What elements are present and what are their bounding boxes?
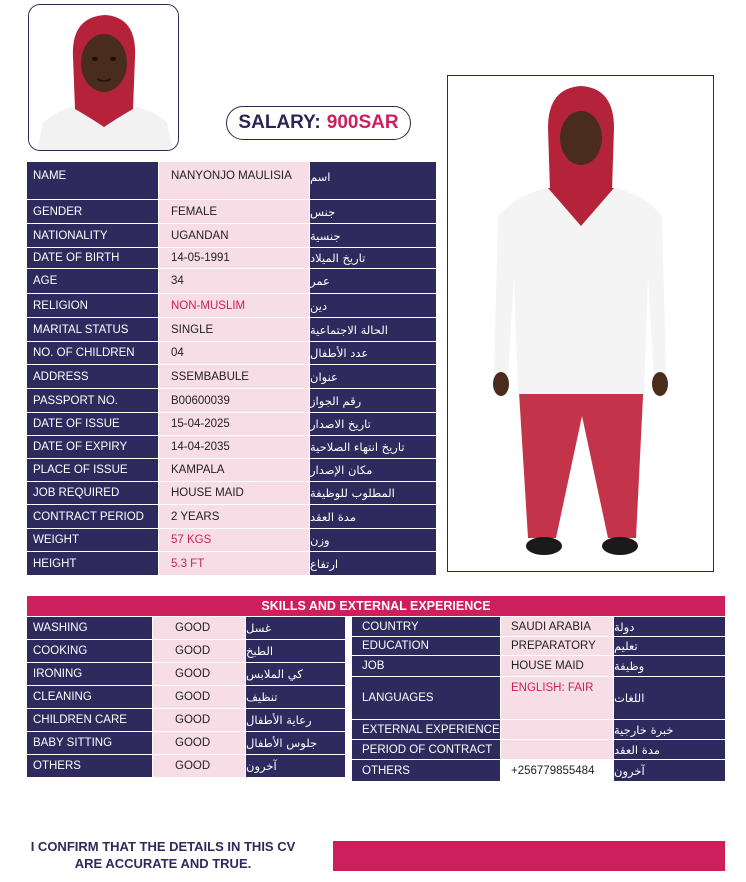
skill-row: [27, 617, 345, 640]
experience-label-arabic: خبرة خارجية: [614, 720, 725, 739]
info-label-arabic: عدد الأطفال: [310, 342, 436, 364]
experience-label-arabic: وظيفة: [614, 656, 725, 676]
info-value: 5.3 FT: [158, 552, 310, 575]
info-label: HEIGHT: [27, 552, 158, 575]
experience-value: PREPARATORY: [500, 637, 614, 655]
info-value: UGANDAN: [158, 224, 310, 247]
info-row: [27, 162, 436, 200]
info-label-arabic: جنسية: [310, 224, 436, 247]
info-row: [27, 505, 436, 529]
skill-label: WASHING: [27, 617, 152, 639]
info-row: [27, 436, 436, 459]
skill-level: GOOD: [152, 617, 246, 639]
info-value: HOUSE MAID: [158, 482, 310, 504]
experience-value: +256779855484: [500, 760, 614, 781]
info-row: [27, 389, 436, 413]
skill-label-arabic: الطبخ: [246, 640, 345, 662]
full-body-illustration: [448, 76, 712, 570]
experience-label: LANGUAGES: [352, 677, 500, 719]
info-label-arabic: الحالة الاجتماعية: [310, 318, 436, 341]
info-label: MARITAL STATUS: [27, 318, 158, 341]
experience-label: JOB: [352, 656, 500, 676]
info-label-arabic: دين: [310, 294, 436, 317]
experience-table: [352, 617, 725, 782]
info-value: 04: [158, 342, 310, 364]
skill-level: GOOD: [152, 686, 246, 708]
info-label: NO. OF CHILDREN: [27, 342, 158, 364]
experience-label: EDUCATION: [352, 637, 500, 655]
info-value: 15-04-2025: [158, 413, 310, 435]
skill-label: OTHERS: [27, 755, 152, 777]
info-value: NANYONJO MAULISIA: [158, 162, 310, 199]
info-label-arabic: ارتفاع: [310, 552, 436, 575]
salary-badge: [226, 106, 411, 140]
skill-label-arabic: غسل: [246, 617, 345, 639]
info-row: [27, 294, 436, 318]
info-value: NON-MUSLIM: [158, 294, 310, 317]
info-label-arabic: المطلوب للوظيفة: [310, 482, 436, 504]
experience-label-arabic: اللغات: [614, 677, 725, 719]
info-label-arabic: جنس: [310, 200, 436, 223]
experience-row: [352, 740, 725, 760]
experience-label: PERIOD OF CONTRACT: [352, 740, 500, 759]
skill-row: [27, 663, 345, 686]
info-row: [27, 365, 436, 389]
info-label: DATE OF BIRTH: [27, 248, 158, 268]
info-label: NATIONALITY: [27, 224, 158, 247]
info-value: SSEMBABULE: [158, 365, 310, 388]
info-value: FEMALE: [158, 200, 310, 223]
info-row: [27, 269, 436, 294]
info-value: B00600039: [158, 389, 310, 412]
info-value: 2 YEARS: [158, 505, 310, 528]
skill-row: [27, 732, 345, 755]
info-label: RELIGION: [27, 294, 158, 317]
experience-label: COUNTRY: [352, 617, 500, 636]
info-label: WEIGHT: [27, 529, 158, 551]
info-row: [27, 482, 436, 505]
info-row: [27, 318, 436, 342]
experience-row: [352, 677, 725, 720]
skill-label-arabic: جلوس الأطفال: [246, 732, 345, 754]
skill-label-arabic: كي الملابس: [246, 663, 345, 685]
info-row: [27, 413, 436, 436]
info-row: [27, 459, 436, 482]
skills-section-header: SKILLS AND EXTERNAL EXPERIENCE: [27, 596, 725, 616]
info-label-arabic: تاريخ انتهاء الصلاحية: [310, 436, 436, 458]
experience-label-arabic: دولة: [614, 617, 725, 636]
info-row: [27, 552, 436, 576]
skill-label-arabic: آخرون: [246, 755, 345, 777]
skill-label-arabic: رعاية الأطفال: [246, 709, 345, 731]
experience-row: [352, 656, 725, 677]
experience-row: [352, 760, 725, 782]
signature-bar: [333, 841, 725, 871]
info-label: JOB REQUIRED: [27, 482, 158, 504]
info-value: SINGLE: [158, 318, 310, 341]
info-label: GENDER: [27, 200, 158, 223]
skill-row: [27, 686, 345, 709]
full-body-photo: [447, 75, 714, 572]
info-label-arabic: اسم: [310, 162, 436, 199]
skills-table: [27, 617, 345, 778]
info-value: KAMPALA: [158, 459, 310, 481]
skill-level: GOOD: [152, 732, 246, 754]
skill-label: CHILDREN CARE: [27, 709, 152, 731]
skill-level: GOOD: [152, 709, 246, 731]
info-label: DATE OF EXPIRY: [27, 436, 158, 458]
info-label-arabic: عمر: [310, 269, 436, 293]
info-label-arabic: مدة العقد: [310, 505, 436, 528]
info-row: [27, 248, 436, 269]
experience-label: EXTERNAL EXPERIENCE: [352, 720, 500, 739]
experience-label-arabic: تعليم: [614, 637, 725, 655]
info-value: 57 KGS: [158, 529, 310, 551]
info-row: [27, 342, 436, 365]
skill-row: [27, 755, 345, 778]
skill-level: GOOD: [152, 755, 246, 777]
info-label: PASSPORT NO.: [27, 389, 158, 412]
info-label-arabic: رقم الجواز: [310, 389, 436, 412]
info-label-arabic: عنوان: [310, 365, 436, 388]
experience-row: [352, 720, 725, 740]
info-row: [27, 224, 436, 248]
experience-value: [500, 720, 614, 739]
experience-label-arabic: مدة العقد: [614, 740, 725, 759]
skill-label: IRONING: [27, 663, 152, 685]
info-value: 34: [158, 269, 310, 293]
experience-label-arabic: آخرون: [614, 760, 725, 781]
portrait-photo: [28, 4, 179, 151]
info-label: CONTRACT PERIOD: [27, 505, 158, 528]
info-label: DATE OF ISSUE: [27, 413, 158, 435]
skill-row: [27, 709, 345, 732]
info-row: [27, 200, 436, 224]
experience-value: HOUSE MAID: [500, 656, 614, 676]
info-label: PLACE OF ISSUE: [27, 459, 158, 481]
info-label: ADDRESS: [27, 365, 158, 388]
experience-value: ENGLISH: FAIR: [500, 677, 614, 719]
skill-label: BABY SITTING: [27, 732, 152, 754]
info-value: 14-05-1991: [158, 248, 310, 268]
skill-label-arabic: تنظيف: [246, 686, 345, 708]
info-label-arabic: تاريخ الاصدار: [310, 413, 436, 435]
info-label-arabic: مكان الإصدار: [310, 459, 436, 481]
skill-label: COOKING: [27, 640, 152, 662]
experience-value: [500, 740, 614, 759]
experience-row: [352, 617, 725, 637]
skill-row: [27, 640, 345, 663]
personal-info-table: [27, 162, 436, 576]
info-label: NAME: [27, 162, 158, 199]
skill-level: GOOD: [152, 663, 246, 685]
skill-level: GOOD: [152, 640, 246, 662]
info-row: [27, 529, 436, 552]
info-label-arabic: وزن: [310, 529, 436, 551]
confirmation-statement: I CONFIRM THAT THE DETAILS IN THIS CV ARE ACCURATE AND TRUE.: [30, 839, 296, 871]
info-value: 14-04-2035: [158, 436, 310, 458]
salary-value: 900SAR: [326, 112, 399, 133]
portrait-illustration: [29, 5, 179, 151]
experience-row: [352, 637, 725, 656]
info-label: AGE: [27, 269, 158, 293]
experience-value: SAUDI ARABIA: [500, 617, 614, 636]
salary-label: SALARY:: [238, 112, 321, 133]
skill-label: CLEANING: [27, 686, 152, 708]
info-label-arabic: تاريخ الميلاد: [310, 248, 436, 268]
experience-label: OTHERS: [352, 760, 500, 781]
